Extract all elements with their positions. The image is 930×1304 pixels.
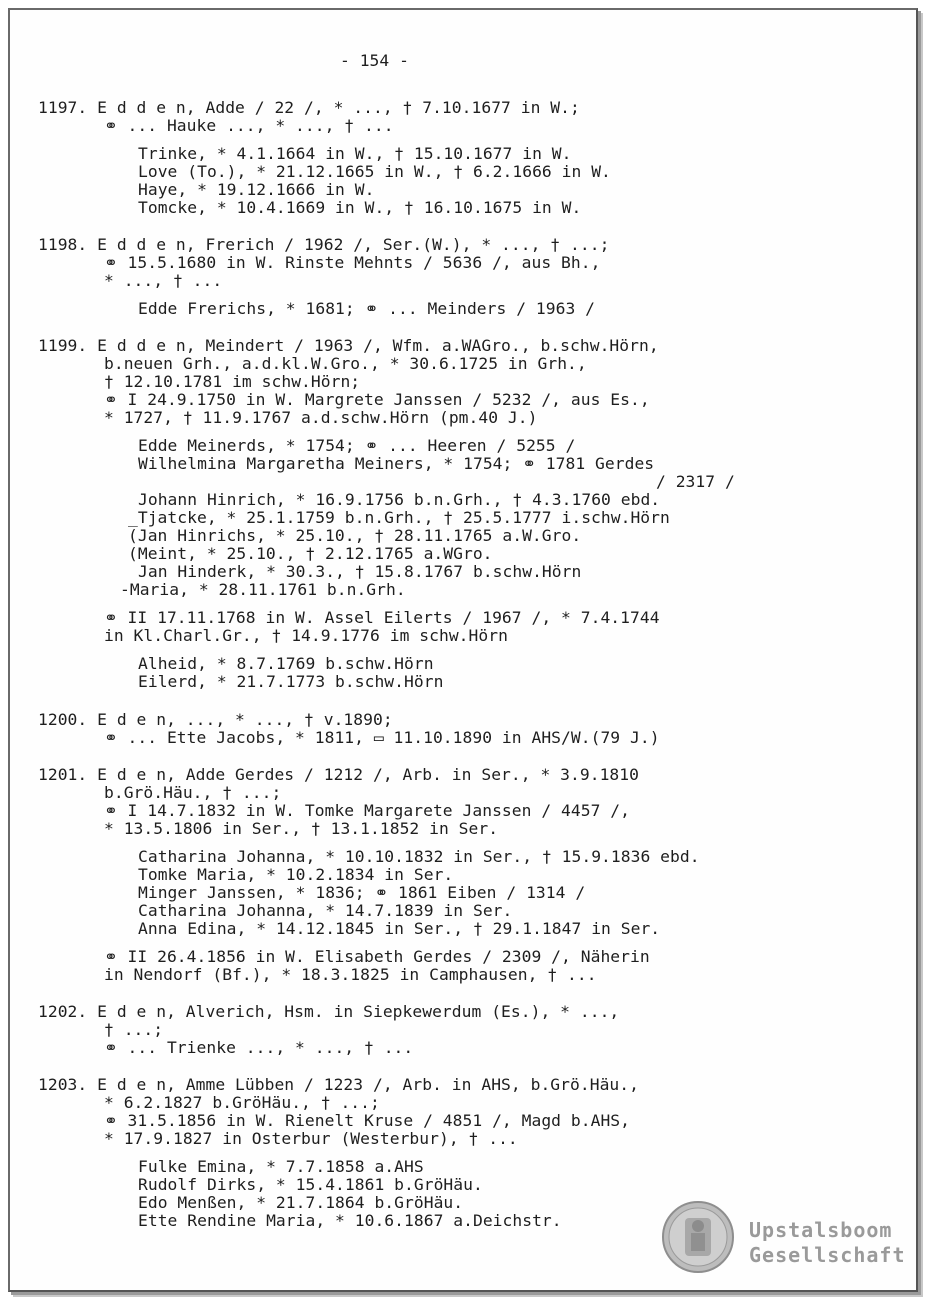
text-line: Love (To.), * 21.12.1665 in W., † 6.2.1666 in W. xyxy=(138,162,611,181)
text-line: Catharina Johanna, * 14.7.1839 in Ser. xyxy=(138,901,513,920)
text-line: Tomcke, * 10.4.1669 in W., † 16.10.1675 in W. xyxy=(138,198,582,217)
watermark-line-2: Gesellschaft xyxy=(749,1243,906,1267)
text-line: 1197. E d d e n, Adde / 22 /, * ..., † 7.10.1677 in W.; xyxy=(38,98,580,117)
page-number: - 154 - xyxy=(340,51,409,70)
text-line: Wilhelmina Margaretha Meiners, * 1754; ⚭ 1781 Gerdes xyxy=(138,454,655,473)
text-line: in Nendorf (Bf.), * 18.3.1825 in Camphausen, † ... xyxy=(104,965,597,984)
text-line: Haye, * 19.12.1666 in W. xyxy=(138,180,375,199)
text-line: * 13.5.1806 in Ser., † 13.1.1852 in Ser. xyxy=(104,819,499,838)
text-line: in Kl.Charl.Gr., † 14.9.1776 im schw.Hörn xyxy=(104,626,508,645)
text-line: b.Grö.Häu., † ...; xyxy=(104,783,282,802)
text-line: (Jan Hinrichs, * 25.10., † 28.11.1765 a.W.Gro. xyxy=(128,526,582,545)
text-line: ⚭ II 17.11.1768 in W. Assel Eilerts / 1967 /, * 7.4.1744 xyxy=(104,608,660,627)
text-line: Anna Edina, * 14.12.1845 in Ser., † 29.1.1847 in Ser. xyxy=(138,919,661,938)
text-line: Catharina Johanna, * 10.10.1832 in Ser., † 15.9.1836 ebd. xyxy=(138,847,700,866)
text-line: 1199. E d d e n, Meindert / 1963 /, Wfm. a.WAGro., b.schw.Hörn, xyxy=(38,336,659,355)
text-line: † 12.10.1781 im schw.Hörn; xyxy=(104,372,361,391)
text-line: ⚭ I 14.7.1832 in W. Tomke Margarete Janssen / 4457 /, xyxy=(104,801,631,820)
text-line: * 17.9.1827 in Osterbur (Westerbur), † ... xyxy=(104,1129,518,1148)
watermark-line-1: Upstalsboom xyxy=(749,1218,893,1242)
text-line: ⚭ ... Ette Jacobs, * 1811, ▭ 11.10.1890 in AHS/W.(79 J.) xyxy=(104,728,660,747)
text-line: Trinke, * 4.1.1664 in W., † 15.10.1677 in W. xyxy=(138,144,572,163)
text-line: ⚭ II 26.4.1856 in W. Elisabeth Gerdes / 2309 /, Näherin xyxy=(104,947,650,966)
text-line: ⚭ 15.5.1680 in W. Rinste Mehnts / 5636 /, aus Bh., xyxy=(104,253,601,272)
text-line: Rudolf Dirks, * 15.4.1861 b.GröHäu. xyxy=(138,1175,483,1194)
text-line: Eilerd, * 21.7.1773 b.schw.Hörn xyxy=(138,672,444,691)
text-line: * 6.2.1827 b.GröHäu., † ...; xyxy=(104,1093,380,1112)
text-line: * ..., † ... xyxy=(104,271,223,290)
text-line: Johann Hinrich, * 16.9.1756 b.n.Grh., † 4.3.1760 ebd. xyxy=(138,490,661,509)
text-line: † ...; xyxy=(104,1020,164,1039)
text-line: ⚭ I 24.9.1750 in W. Margrete Janssen / 5232 /, aus Es., xyxy=(104,390,650,409)
text-line: Fulke Emina, * 7.7.1858 a.AHS xyxy=(138,1157,424,1176)
text-line: Minger Janssen, * 1836; ⚭ 1861 Eiben / 1314 / xyxy=(138,883,586,902)
text-line: ⚭ ... Hauke ..., * ..., † ... xyxy=(104,116,394,135)
text-line: 1198. E d d e n, Frerich / 1962 /, Ser.(W.), * ..., † ...; xyxy=(38,235,610,254)
text-line: / 2317 / xyxy=(656,472,735,491)
text-line: 1201. E d e n, Adde Gerdes / 1212 /, Arb. in Ser., * 3.9.1810 xyxy=(38,765,639,784)
text-line: (Meint, * 25.10., † 2.12.1765 a.WGro. xyxy=(128,544,493,563)
text-line: Edo Menßen, * 21.7.1864 b.GröHäu. xyxy=(138,1193,464,1212)
text-line: * 1727, † 11.9.1767 a.d.schw.Hörn (pm.40 J.) xyxy=(104,408,538,427)
text-line: -Maria, * 28.11.1761 b.n.Grh. xyxy=(120,580,406,599)
text-line: 1203. E d e n, Amme Lübben / 1223 /, Arb. in AHS, b.Grö.Häu., xyxy=(38,1075,639,1094)
text-line: Ette Rendine Maria, * 10.6.1867 a.Deichstr. xyxy=(138,1211,562,1230)
text-line: Edde Frerichs, * 1681; ⚭ ... Meinders / 1963 / xyxy=(138,299,596,318)
text-line: Edde Meinerds, * 1754; ⚭ ... Heeren / 5255 / xyxy=(138,436,576,455)
text-line: 1202. E d e n, Alverich, Hsm. in Siepkewerdum (Es.), * ..., xyxy=(38,1002,620,1021)
text-line: ⚭ 31.5.1856 in W. Rienelt Kruse / 4851 /, Magd b.AHS, xyxy=(104,1111,631,1130)
text-line: _Tjatcke, * 25.1.1759 b.n.Grh., † 25.5.1777 i.schw.Hörn xyxy=(128,508,670,527)
seal-logo-icon xyxy=(661,1200,735,1274)
text-line: b.neuen Grh., a.d.kl.W.Gro., * 30.6.1725 in Grh., xyxy=(104,354,587,373)
text-line: 1200. E d e n, ..., * ..., † v.1890; xyxy=(38,710,393,729)
text-line: ⚭ ... Trienke ..., * ..., † ... xyxy=(104,1038,414,1057)
text-line: Jan Hinderk, * 30.3., † 15.8.1767 b.schw.Hörn xyxy=(138,562,582,581)
text-line: Alheid, * 8.7.1769 b.schw.Hörn xyxy=(138,654,434,673)
text-line: Tomke Maria, * 10.2.1834 in Ser. xyxy=(138,865,454,884)
